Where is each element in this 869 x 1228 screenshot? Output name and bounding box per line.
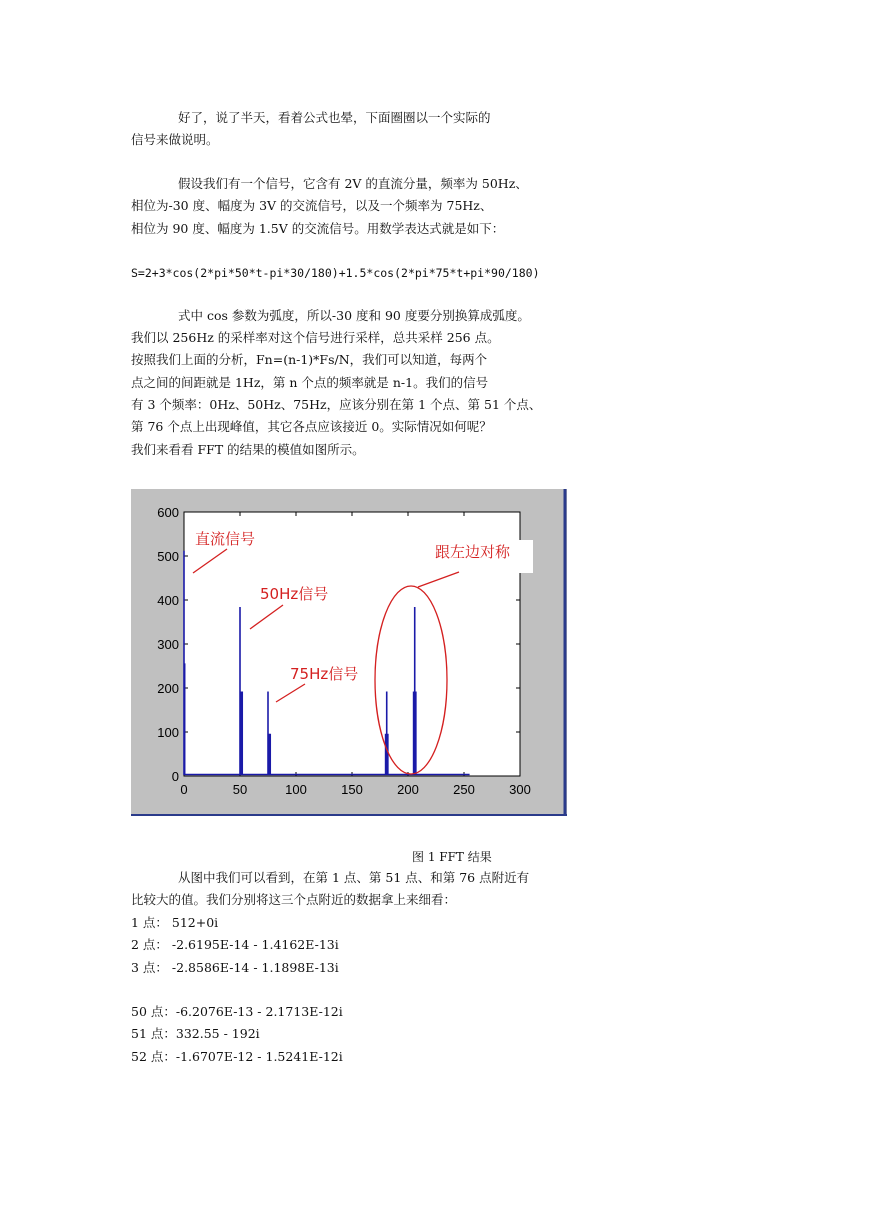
annotation-label-2: 75Hz信号 xyxy=(290,665,359,683)
text-line-p2a: 假设我们有一个信号，它含有 2V 的直流分量，频率为 50Hz、 xyxy=(178,176,528,191)
text-line-p2b: 相位为-30 度、幅度为 3V 的交流信号，以及一个频率为 75Hz、 xyxy=(131,198,493,213)
text-line-d2: 2 点： -2.6195E-14 - 1.4162E-13i xyxy=(131,937,339,952)
x-tick-label-250: 250 xyxy=(453,782,475,797)
x-tick-label-200: 200 xyxy=(397,782,419,797)
text-line-p3b: 我们以 256Hz 的采样率对这个信号进行采样，总共采样 256 点。 xyxy=(131,330,500,345)
text-line-p3f: 第 76 个点上出现峰值，其它各点应该接近 0。实际情况如何呢？ xyxy=(131,419,492,434)
fft-chart xyxy=(131,489,567,816)
text-line-p4a: 从图中我们可以看到，在第 1 点、第 51 点、和第 76 点附近有 xyxy=(178,870,530,885)
annotation-label-0: 直流信号 xyxy=(195,530,256,548)
y-tick-label-300: 300 xyxy=(157,637,179,652)
y-tick-label-200: 200 xyxy=(157,681,179,696)
text-line-d51: 51 点：332.55 - 192i xyxy=(131,1026,260,1041)
text-line-p3e: 有 3 个频率：0Hz、50Hz、75Hz，应该分别在第 1 个点、第 51 个点、 xyxy=(131,397,542,412)
text-line-p1b: 信号来做说明。 xyxy=(131,132,219,147)
y-tick-label-400: 400 xyxy=(157,593,179,608)
text-line-p3d: 点之间的间距就是 1Hz，第 n 个点的频率就是 n-1。我们的信号 xyxy=(131,375,489,390)
annotation-label-3: 跟左边对称 xyxy=(435,543,511,561)
text-line-p3a: 式中 cos 参数为弧度，所以-30 度和 90 度要分别换算成弧度。 xyxy=(178,308,530,323)
annotation-label-1: 50Hz信号 xyxy=(260,585,329,603)
text-line-p1a: 好了，说了半天，看着公式也晕，下面圈圈以一个实际的 xyxy=(178,110,491,125)
y-tick-label-100: 100 xyxy=(157,725,179,740)
text-line-d1: 1 点： 512+0i xyxy=(131,915,219,930)
text-line-d3: 3 点： -2.8586E-14 - 1.1898E-13i xyxy=(131,960,339,975)
fft-figure xyxy=(131,489,567,816)
text-line-formula: S=2+3*cos(2*pi*50*t-pi*30/180)+1.5*cos(2*pi*75*t+pi*90/180) xyxy=(131,266,540,280)
text-line-d52: 52 点：-1.6707E-12 - 1.5241E-12i xyxy=(131,1049,343,1064)
x-tick-label-0: 0 xyxy=(180,782,188,797)
text-line-p2c: 相位为 90 度、幅度为 1.5V 的交流信号。用数学表达式就是如下： xyxy=(131,221,505,236)
y-tick-label-500: 500 xyxy=(157,549,179,564)
x-tick-label-150: 150 xyxy=(341,782,363,797)
text-line-d50: 50 点：-6.2076E-13 - 2.1713E-12i xyxy=(131,1004,343,1019)
text-line-p4b: 比较大的值。我们分别将这三个点附近的数据拿上来细看： xyxy=(131,892,457,907)
text-line-p3g: 我们来看看 FFT 的结果的模值如图所示。 xyxy=(131,442,365,457)
y-tick-label-600: 600 xyxy=(157,505,179,520)
x-tick-label-100: 100 xyxy=(285,782,307,797)
figure-caption: 图 1 FFT 结果 xyxy=(412,850,492,864)
y-tick-label-0: 0 xyxy=(171,769,179,784)
text-line-p3c: 按照我们上面的分析，Fn=(n-1)*Fs/N，我们可以知道，每两个 xyxy=(131,352,488,367)
x-tick-label-300: 300 xyxy=(509,782,531,797)
x-tick-label-50: 50 xyxy=(232,782,248,797)
